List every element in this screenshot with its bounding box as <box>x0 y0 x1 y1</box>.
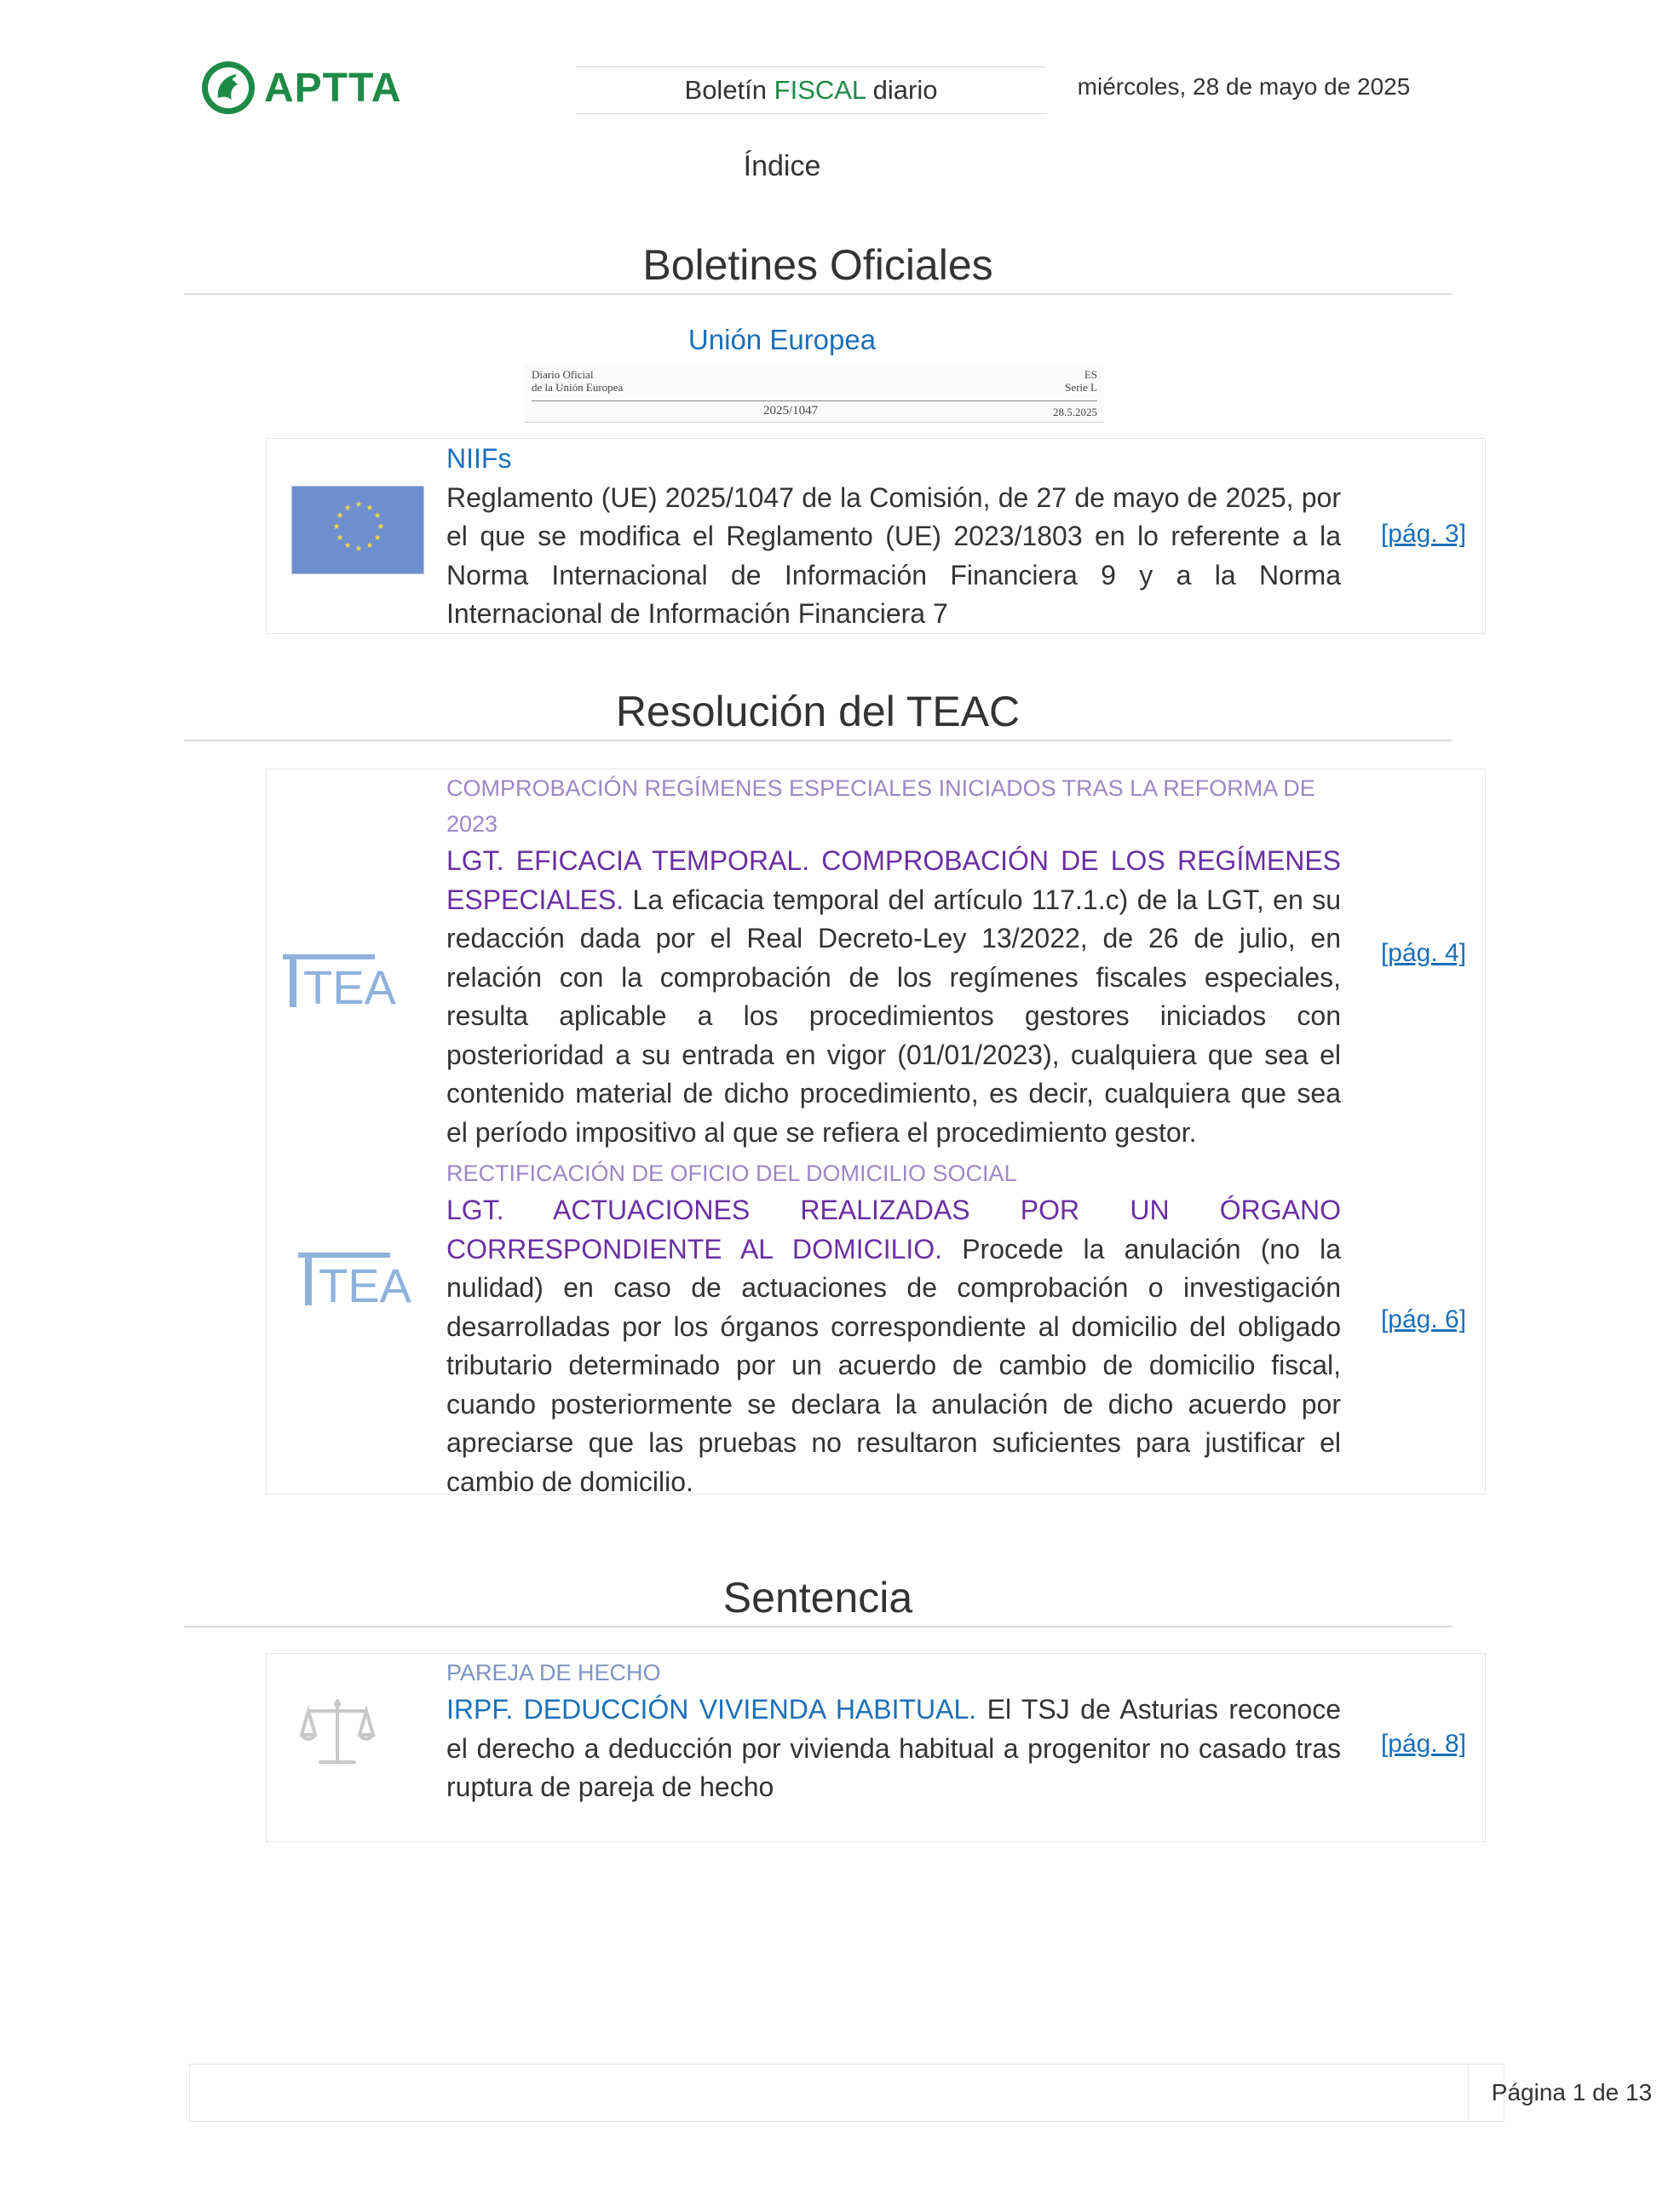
svg-text:★: ★ <box>373 533 382 543</box>
teac-logo-icon <box>281 948 396 1016</box>
teac-logo-icon <box>296 1246 411 1314</box>
teac-logo-text: TEA <box>319 1259 411 1312</box>
section-title-sentencia: Sentencia <box>184 1573 1452 1627</box>
aptta-emblem-icon <box>199 59 257 117</box>
logo-text: APTTA <box>264 65 402 111</box>
footer-divider <box>1468 2065 1469 2121</box>
doue-header-rule <box>532 400 1097 401</box>
section-title-boletines: Boletines Oficiales <box>184 240 1452 295</box>
justice-scale-icon <box>300 1696 375 1772</box>
entry-sentencia-text <box>446 1691 1341 1807</box>
bulletin-date: miércoles, 28 de mayo de 2025 <box>1077 73 1411 100</box>
entry-teac-1-heading: LGT. EFICACIA TEMPORAL. COMPROBACIÓN DE LOS REGÍMENES ESPECIALES. <box>446 845 1341 915</box>
bulletin-title <box>576 66 1046 114</box>
entry-teac-2 <box>446 1155 1341 1501</box>
entry-teac-1-body: La eficacia temporal del artículo 117.1.c) de la LGT, en su redacción dada por el Real Decreto-Ley 13/2022, de 26 de julio, en relación con la comprobación de los regímenes fiscales especiales, resulta aplicable a los procedimientos gestores iniciados con posterioridad a su entrada en vigor (01/01/2023), cualquiera que sea el contenido material de dicho procedimiento, es decir, cualquiera que sea el período impositivo al que se refiera el procedimiento gestor. <box>446 884 1341 1148</box>
svg-text:★: ★ <box>343 541 352 550</box>
index-heading: Índice <box>743 150 821 182</box>
subtitle-union-europea: Unión Europea <box>687 324 877 355</box>
page-link-4[interactable]: [pág. 4] <box>1380 939 1467 967</box>
svg-text:★: ★ <box>365 504 374 513</box>
entry-teac-2-body: Procede la anulación (no la nulidad) en caso de actuaciones de comprobación o investigación desarrolladas por los órganos correspondiente al domicilio del obligado tributario determinado por un acuerdo de cambio de domicilio fiscal, cuando posteriormente se declara la anulación de dicho acuerdo por apreciarse que las pruebas no resultaron suficientes para justificar el cambio de domicilio. <box>446 1233 1342 1497</box>
doue-header-number: 2025/1047 <box>763 404 819 418</box>
doue-header-image <box>525 363 1104 423</box>
entry-teac-2-kicker: RECTIFICACIÓN DE OFICIO DEL DOMICILIO SOCIAL <box>446 1161 1017 1186</box>
svg-text:★: ★ <box>336 533 344 543</box>
entry-sentencia-body: El TSJ de Asturias reconoce el derecho a deducción por vivienda habitual a progenitor no casado tras ruptura de pareja de hecho <box>446 1694 1342 1802</box>
svg-text:★: ★ <box>354 544 363 554</box>
svg-text:★: ★ <box>354 500 363 510</box>
entry-sentencia <box>446 1655 1341 1807</box>
page-link-3[interactable]: [pág. 3] <box>1380 520 1467 548</box>
svg-text:★: ★ <box>343 504 352 513</box>
entry-sentencia-kicker: PAREJA DE HECHO <box>446 1660 661 1685</box>
entry-teac-2-text <box>446 1191 1341 1501</box>
doue-header-left-line1: Diario Oficial <box>532 368 594 381</box>
page-number: Página 1 de 13 <box>1491 2079 1653 2105</box>
doue-header-right-line1: ES <box>1084 368 1097 381</box>
doue-header-date: 28.5.2025 <box>1053 406 1097 418</box>
doue-header-left-line2: de la Unión Europea <box>532 381 624 394</box>
aptta-logo <box>199 58 438 118</box>
svg-text:★: ★ <box>373 511 382 521</box>
svg-text:★: ★ <box>377 522 385 532</box>
entry-teac-2-heading: LGT. ACTUACIONES REALIZADAS POR UN ÓRGANO CORRESPONDIENTE AL DOMICILIO. <box>446 1195 1341 1264</box>
section-title-teac: Resolución del TEAC <box>184 687 1452 741</box>
svg-text:★: ★ <box>332 522 341 532</box>
doue-header-right-line2: Serie L <box>1065 381 1097 394</box>
bulletin-title-suffix: diario <box>866 75 938 105</box>
teac-logo-text: TEA <box>303 960 396 1014</box>
entry-teac-1-text <box>446 842 1341 1152</box>
bulletin-title-prefix: Boletín <box>684 75 774 105</box>
svg-text:★: ★ <box>336 511 344 521</box>
entry-sentencia-heading: IRPF. DEDUCCIÓN VIVIENDA HABITUAL. <box>446 1694 977 1725</box>
doue-header-left <box>532 368 623 394</box>
entry-niifs-body: Reglamento (UE) 2025/1047 de la Comisión, de 27 de mayo de 2025, por el que se modifica el Reglamento (UE) 2023/1803 en lo referente a la Norma Internacional de Información Financiera 9 y a la Norma Internacional de Información Financiera 7 <box>446 481 1341 629</box>
entry-teac-1 <box>446 770 1341 1152</box>
page-link-8[interactable]: [pág. 8] <box>1380 1730 1467 1758</box>
eu-flag-icon <box>291 486 424 574</box>
bulletin-title-fiscal: FISCAL <box>774 75 866 105</box>
entry-niifs <box>446 440 1341 634</box>
entry-teac-1-kicker: COMPROBACIÓN REGÍMENES ESPECIALES INICIADOS TRAS LA REFORMA DE 2023 <box>446 775 1315 837</box>
entry-niifs-kicker: NIIFs <box>446 443 512 474</box>
svg-text:★: ★ <box>365 541 374 550</box>
doue-header-right <box>1065 368 1097 394</box>
page-link-6[interactable]: [pág. 6] <box>1380 1305 1467 1334</box>
eu-stars-icon <box>292 487 425 575</box>
page-footer <box>189 2064 1653 2122</box>
